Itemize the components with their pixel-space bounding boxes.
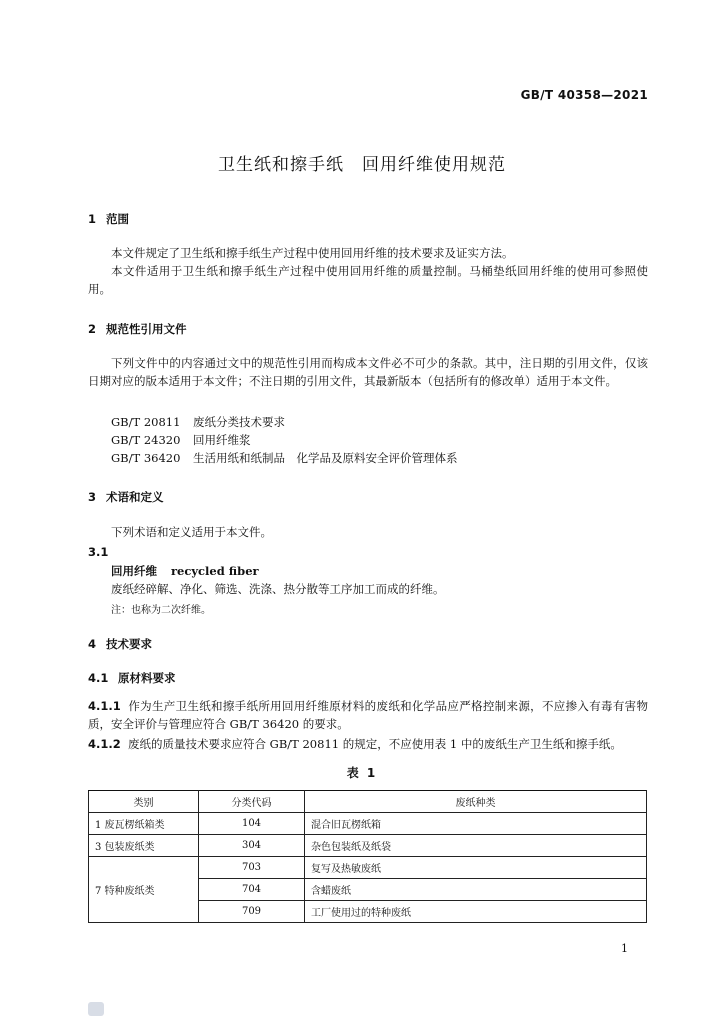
table-header: 废纸种类: [305, 791, 647, 813]
table-row: [89, 857, 647, 879]
subsection-4-1-heading: [88, 670, 176, 686]
table-header: 分类代码: [199, 791, 305, 813]
clause-4-1-1: [88, 697, 648, 733]
section-3-heading: [88, 489, 164, 505]
section-title: 术语和定义: [106, 490, 164, 504]
table-cell-code: 304: [199, 835, 305, 857]
section-1-heading: [88, 211, 129, 227]
reference-item: [111, 431, 251, 449]
table-row: [89, 835, 647, 857]
section-title: 技术要求: [106, 637, 152, 651]
section-title: 范围: [106, 212, 129, 226]
term-note: 注：也称为二次纤维。: [111, 605, 211, 616]
table-cell-kind: 含蜡废纸: [305, 879, 647, 901]
clause-text: 废纸的质量技术要求应符合 GB/T 20811 的规定，不应使用表 1 中的废纸生产卫生纸和擦手纸。: [128, 737, 622, 751]
reference-code: GB/T 20811: [111, 415, 181, 429]
table-cell-kind: 工厂使用过的特种废纸: [305, 901, 647, 923]
reference-item: [111, 449, 458, 467]
scope-paragraph-1: 本文件规定了卫生纸和擦手纸生产过程中使用回用纤维的技术要求及证实方法。: [111, 246, 514, 260]
table-cell-category: 3 包装废纸类: [89, 835, 199, 857]
section-4-heading: [88, 636, 152, 652]
table-cell-code: 709: [199, 901, 305, 923]
references-intro: 下列文件中的内容通过文中的规范性引用而构成本文件必不可少的条款。其中，注日期的引用文件，仅该日期对应的版本适用于本文件；不注日期的引用文件，其最新版本（包括所有的修改单）适用于本文件。: [88, 356, 648, 388]
table-title: 表 1: [346, 766, 378, 780]
table-cell-code: 104: [199, 813, 305, 835]
standard-code: GB/T 40358—2021: [520, 88, 648, 102]
reference-item: [111, 413, 285, 431]
table-cell-kind: 杂色包装纸及纸袋: [305, 835, 647, 857]
reference-code: GB/T 36420: [111, 451, 181, 465]
table-cell-code: 703: [199, 857, 305, 879]
term-english: recycled fiber: [171, 564, 259, 578]
term-definition: 废纸经碎解、净化、筛选、洗涤、热分散等工序加工而成的纤维。: [111, 582, 445, 596]
subsection-title: 原材料要求: [118, 671, 176, 685]
section-number: 4: [88, 637, 97, 651]
terms-intro: 下列术语和定义适用于本文件。: [111, 525, 272, 539]
reference-title: 废纸分类技术要求: [193, 415, 285, 429]
term-entry: [111, 563, 259, 579]
subsection-number: 4.1: [88, 671, 109, 685]
section-number: 1: [88, 212, 97, 226]
section-number: 3: [88, 490, 97, 504]
table-row: [89, 813, 647, 835]
term-number: 3.1: [88, 545, 109, 559]
watermark-icon: [88, 1002, 104, 1016]
table-cell-kind: 混合旧瓦楞纸箱: [305, 813, 647, 835]
term-chinese: 回用纤维: [111, 564, 157, 578]
table-header-row: [89, 791, 647, 813]
table-cell-kind: 复写及热敏废纸: [305, 857, 647, 879]
table-header: 类别: [89, 791, 199, 813]
section-number: 2: [88, 322, 97, 336]
section-title: 规范性引用文件: [106, 322, 187, 336]
table-cell-code: 704: [199, 879, 305, 901]
document-title: 卫生纸和擦手纸 回用纤维使用规范: [218, 155, 506, 175]
reference-title: 回用纤维浆: [193, 433, 251, 447]
scope-paragraph-2: 本文件适用于卫生纸和擦手纸生产过程中使用回用纤维的质量控制。马桶垫纸回用纤维的使用可参照使用。: [88, 264, 648, 296]
reference-title: 生活用纸和纸制品 化学品及原料安全评价管理体系: [193, 451, 458, 465]
waste-paper-table: [88, 790, 647, 923]
table-cell-category: 7 特种废纸类: [89, 857, 199, 923]
clause-number: 4.1.2: [88, 737, 121, 751]
reference-code: GB/T 24320: [111, 433, 181, 447]
clause-4-1-2: [88, 735, 648, 753]
clause-number: 4.1.1: [88, 699, 121, 713]
page-number: 1: [621, 942, 628, 955]
table-cell-category: 1 废瓦楞纸箱类: [89, 813, 199, 835]
section-2-heading: [88, 321, 187, 337]
clause-text: 作为生产卫生纸和擦手纸所用回用纤维原材料的废纸和化学品应严格控制来源，不应掺入有毒有害物质，安全评价与管理应符合 GB/T 36420 的要求。: [88, 699, 648, 731]
